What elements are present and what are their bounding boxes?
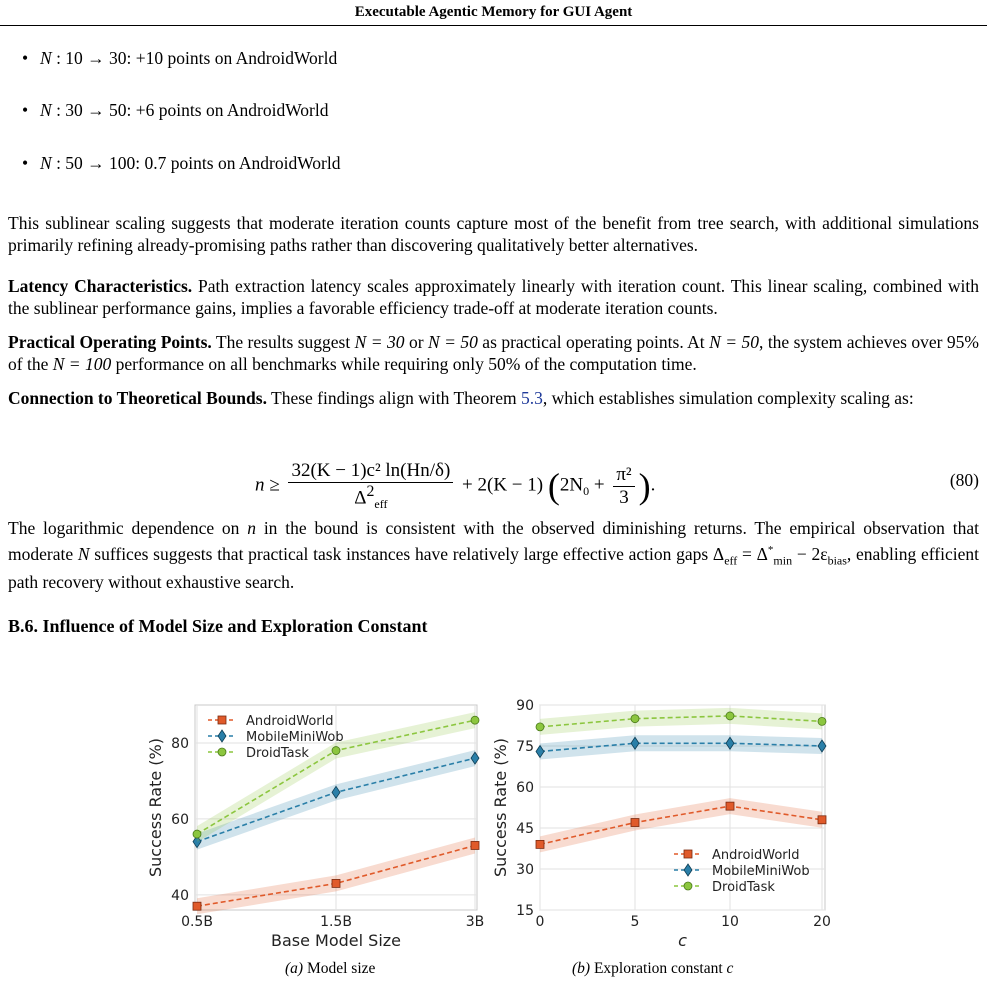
paragraph-logarithmic: The logarithmic dependence on n in the bound is consistent with the observed diminishing returns. The empirical observation that moderate N suffices suggests that practical task instances have relatively large effective action gaps $\Delta_{eff} = \Delta^*_{min} - 2\varepsilon_{bias}$, enabling efficient path recovery without exhaustive search.	[8, 518, 980, 593]
x-tick-label: 1.5B	[320, 914, 352, 930]
legend-label: DroidTask	[246, 746, 309, 761]
data-point-square	[332, 879, 340, 887]
legend-label: MobileMiniWob	[712, 864, 810, 879]
y-tick-label: 60	[516, 780, 534, 796]
bullet-item: • N : 30 → 50: +6 points on AndroidWorld	[22, 100, 329, 120]
equation-number: (80)	[949, 470, 979, 490]
x-tick-label: 20	[813, 914, 831, 930]
y-tick-label: 45	[516, 821, 534, 837]
caption-a: (a) Model size	[285, 960, 376, 977]
x-tick-label: 0.5B	[181, 914, 213, 930]
data-point-circle	[631, 715, 639, 723]
paragraph-latency: Latency Characteristics. Path extraction latency scales approximately linearly with iteration count. This linear scaling, combined with the sublinear performance gains, implies a favorable efficiency trade-off at moderate iteration counts.	[8, 276, 979, 318]
y-tick-label: 60	[171, 811, 189, 828]
bullet-item: • N : 50 → 100: 0.7 points on AndroidWorld	[22, 153, 341, 173]
data-point-circle	[726, 712, 734, 720]
x-tick-label: 5	[630, 914, 640, 930]
data-point-circle	[684, 882, 692, 890]
y-tick-label: 80	[171, 735, 189, 752]
data-point-square	[726, 802, 734, 810]
figure	[0, 640, 987, 960]
paragraph-heading: Practical Operating Points.	[8, 332, 212, 352]
theorem-link[interactable]: 5.3	[521, 388, 543, 408]
y-tick-label: 30	[516, 862, 534, 878]
legend-label: MobileMiniWob	[246, 730, 344, 745]
x-tick-label: 0	[535, 914, 545, 930]
y-axis-label: Success Rate (%)	[491, 738, 510, 877]
x-axis-label: Base Model Size	[270, 931, 402, 950]
y-tick-label: 90	[516, 698, 534, 714]
data-point-square	[193, 902, 201, 910]
data-point-circle	[218, 748, 226, 756]
paragraph-heading: Connection to Theoretical Bounds.	[8, 388, 267, 408]
data-point-circle	[332, 747, 340, 755]
data-point-square	[631, 819, 639, 827]
equation-fraction: $\frac{\text{32(K − 1)c² ln(Hn/δ)}}{\Delta^2_{eff}}$	[288, 460, 453, 512]
x-tick-label: 3B	[465, 914, 485, 930]
paragraph-connection: Connection to Theoretical Bounds. These findings align with Theorem 5.3, which establishes simulation complexity scaling as:	[8, 388, 914, 408]
data-point-square	[684, 850, 692, 858]
bullet-item: • N : 10 → 30: +10 points on AndroidWorld	[22, 48, 338, 68]
legend-label: AndroidWorld	[246, 714, 334, 729]
y-tick-label: 15	[516, 903, 534, 919]
paragraph-sublinear: This sublinear scaling suggests that moderate iteration counts capture most of the benefit from tree search, with additional simulations primarily refining already-promising paths rather than discovering qualitatively better alternatives.	[8, 213, 979, 255]
running-header: Executable Agentic Memory for GUI Agent	[354, 4, 633, 20]
legend-label: DroidTask	[712, 880, 775, 895]
y-tick-label: 75	[516, 739, 534, 755]
header-rule	[0, 25, 987, 26]
legend-label: AndroidWorld	[712, 848, 800, 863]
data-point-circle	[818, 717, 826, 725]
data-point-circle	[193, 830, 201, 838]
data-point-circle	[471, 716, 479, 724]
caption-b: (b) Exploration constant c	[572, 960, 734, 977]
data-point-square	[818, 816, 826, 824]
section-heading: B.6. Influence of Model Size and Exploration Constant	[8, 616, 428, 636]
x-tick-label: 10	[721, 914, 739, 930]
paragraph-heading: Latency Characteristics.	[8, 276, 193, 296]
data-point-circle	[536, 723, 544, 731]
data-point-square	[218, 716, 226, 724]
data-point-square	[471, 841, 479, 849]
x-axis-label: c	[678, 931, 687, 950]
equation-80: n ≥ $\frac{\text{32(K − 1)c² ln(Hn/δ)}}{\Delta^2_{eff}}$ + 2(K − 1) ($2N_0$ + $\frac{\text{π²}}{3}$ ). (80)	[255, 460, 979, 512]
data-point-square	[536, 840, 544, 848]
y-tick-label: 40	[171, 887, 189, 904]
paragraph-practical: Practical Operating Points. The results suggest N = 30 or N = 50 as practical operating points. At N = 50, the system achieves over 95% of the N = 100 performance on all benchmarks while requiring only 50% of the computation time.	[8, 332, 979, 374]
y-axis-label: Success Rate (%)	[146, 738, 165, 877]
